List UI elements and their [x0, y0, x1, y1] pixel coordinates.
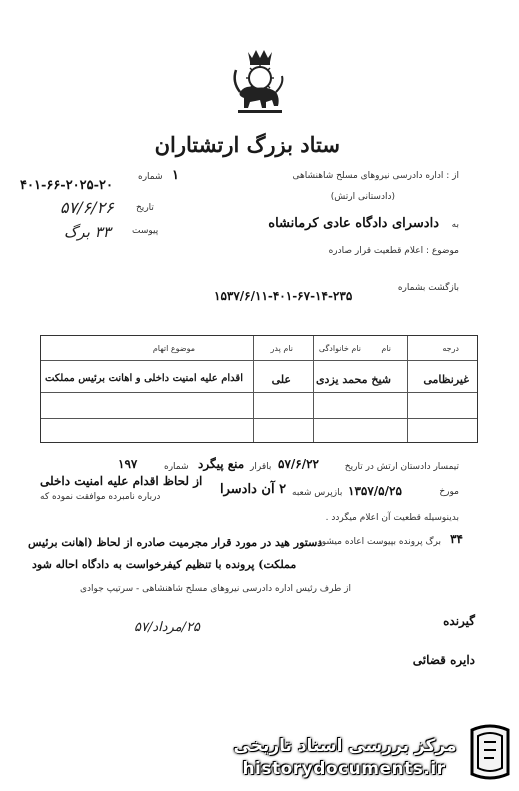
reference-label: بازگشت بشماره: [397, 283, 459, 293]
header-rank: درجه: [442, 344, 459, 353]
page-title: ستاد بزرگ ارتشتاران: [154, 132, 340, 157]
body-line1-order: منع پیگرد: [198, 457, 245, 471]
receiver-label: گیرنده: [443, 614, 475, 628]
body-line1-num-label: شماره: [164, 462, 189, 472]
attachment-value: ۳۳ برگ: [64, 223, 111, 241]
header-father-name: نام پدر: [270, 344, 293, 353]
watermark-text-fa: مرکز بررسی اسناد تاریخی: [233, 736, 457, 756]
to-label: به: [451, 220, 459, 230]
body-line3-hand: از لحاظ اقدام علیه امنیت داخلی: [40, 474, 203, 488]
header-family-name: نام خانوادگی: [318, 344, 361, 353]
body-line7-text: از طرف رئیس اداره دادرسی نیروهای مسلح شاهنشاهی - سرتیپ جوادی: [80, 584, 351, 594]
lion-and-sun-emblem-icon: [226, 48, 290, 120]
history-documents-logo-icon: [466, 722, 514, 782]
receiver-value: دایره قضائی: [412, 653, 475, 667]
watermark-text-en: historydocuments.ir: [242, 759, 446, 779]
signature-date: ۲۵/مرداد/۵۷: [134, 620, 201, 635]
header-charge: موضوع اتهام: [152, 344, 195, 353]
reference-value: ۱۵۳۷/۶/۱۱-۴۰۱-۶۷-۱۴-۲۳۵: [214, 289, 353, 303]
cell-rank: غیرنظامی: [423, 373, 469, 386]
to-value: دادسرای دادگاه عادی کرمانشاه: [268, 216, 439, 231]
body-line1-date: ۵۷/۶/۲۲: [278, 457, 319, 471]
cell-charge: اقدام علیه امنیت داخلی و اهانت برئیس مملکت: [44, 373, 243, 384]
body-line5-text: برگ پرونده بپیوست اعاده میشود: [317, 537, 441, 547]
subject-line: موضوع : اعلام قطعیت قرار صادره: [328, 246, 459, 256]
body-line3-text: درباره نامبرده موافقت نموده که: [40, 492, 161, 502]
body-line2-mid: بازپرس شعبه: [292, 488, 343, 498]
body-line2-date: ۱۳۵۷/۵/۲۵: [348, 484, 402, 498]
body-line1-text: تیمسار دادستان ارتش در تاریخ: [344, 462, 459, 472]
number-prefix: ۱: [172, 168, 179, 183]
body-line5-hand: دستور هید در مورد قرار مجرمیت صادره از لحاظ (اهانت برئیس: [28, 536, 323, 549]
number-label: شماره: [138, 172, 163, 182]
body-line5-num: ۳۴: [450, 532, 463, 546]
from-sub: (دادستانی ارتش): [330, 192, 395, 202]
body-line2-hand: ۲ آن دادسرا: [220, 482, 287, 497]
date-label: تاریخ: [136, 203, 154, 213]
body-line6-hand: مملکت) پرونده با تنظیم کیفرخواست به دادگاه احاله شود: [32, 558, 297, 571]
from-line: از : اداره دادرسی نیروهای مسلح شاهنشاهی: [292, 171, 459, 181]
body-line4-text: بدینوسیله قطعیت آن اعلام میگردد .: [325, 513, 459, 523]
number-value: ۴۰۱-۶۶-۲۰۲۵-۲۰: [20, 178, 113, 193]
header-first-name: نام: [381, 344, 391, 353]
accused-table: [40, 335, 478, 443]
cell-father-name: علی: [271, 373, 291, 386]
body-line1-num: ۱۹۷: [118, 457, 138, 471]
cell-name: شیخ محمد یزدی: [315, 373, 391, 386]
body-line1-mid: باقرار: [250, 462, 272, 472]
body-line2-label: مورخ: [439, 487, 459, 497]
attachment-label: پیوست: [132, 226, 159, 236]
date-value: ۵۷/۶/۲۶: [60, 198, 114, 217]
